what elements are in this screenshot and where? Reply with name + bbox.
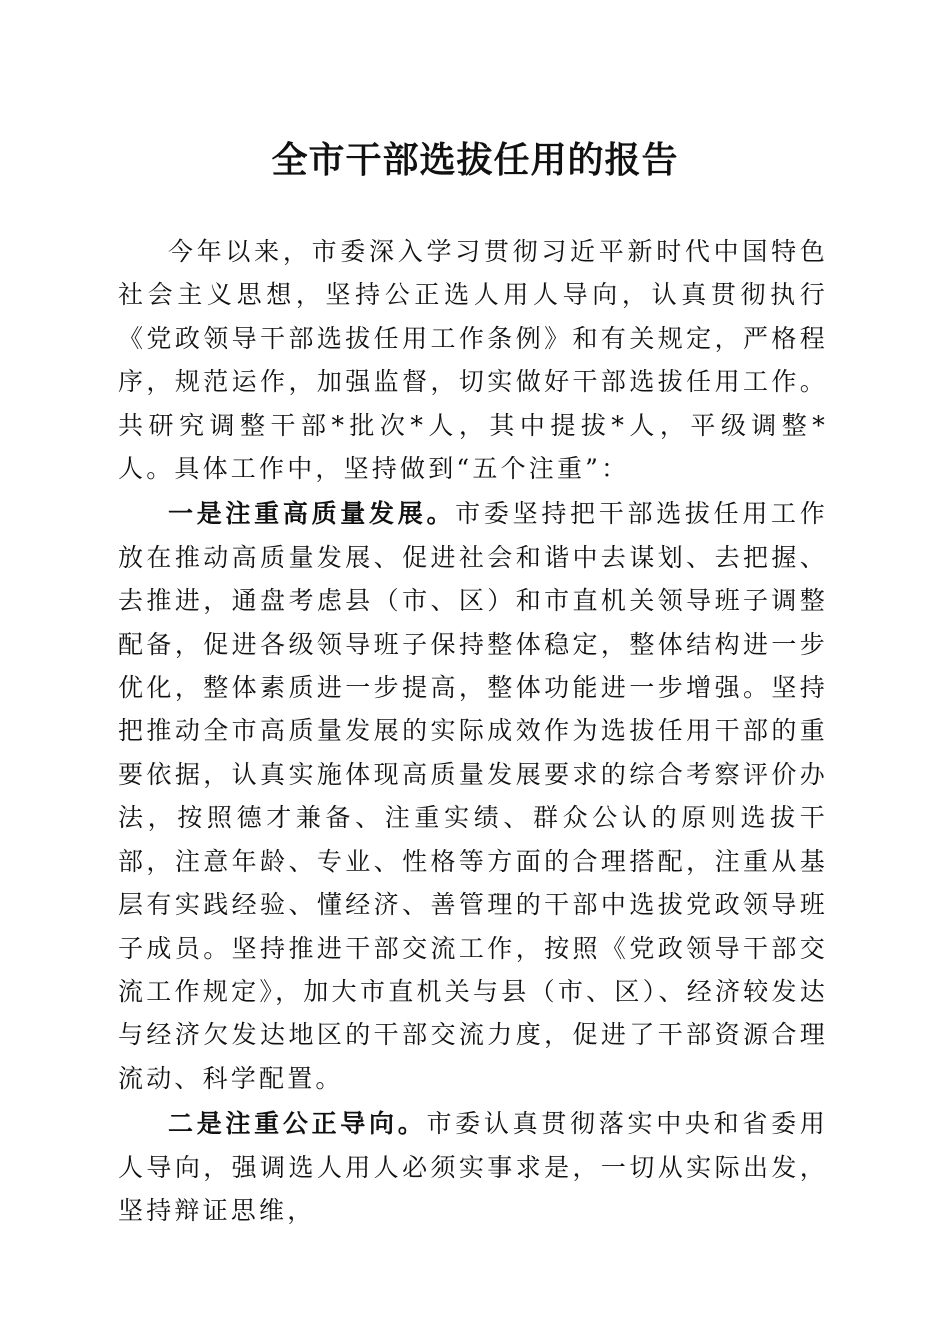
- paragraph-intro: [118, 230, 828, 490]
- paragraph-text: 市委坚持把干部选拔任用工作放在推动高质量发展、促进社会和谐中去谋划、去把握、去推进，通盘考虑县（市、区）和市直机关领导班子调整配备，促进各级领导班子保持整体稳定，整体结构进一步优化，整体素质进一步提高，整体功能进一步增强。坚持把推动全市高质量发展的实际成效作为选拔任用干部的重要依据，认真实施体现高质量发展要求的综合考察评价办法，按照德才兼备、注重实绩、群众公认的原则选拔干部，注意年龄、专业、性格等方面的合理搭配，注重从基层有实践经验、懂经济、善管理的干部中选拔党政领导班子成员。坚持推进干部交流工作，按照《党政领导干部交流工作规定》，加大市直机关与县（市、区）、经济较发达与经济欠发达地区的干部交流力度，促进了干部资源合理流动、科学配置。: [118, 499, 828, 1093]
- paragraph-point-1: [118, 492, 828, 1100]
- document-title: 全市干部选拔任用的报告: [271, 139, 679, 181]
- paragraph-point-2: [118, 1102, 828, 1232]
- document-body: [118, 230, 828, 1232]
- paragraph-text: 市委认真贯彻落实中央和省委用人导向，强调选人用人必须实事求是，一切从实际出发，坚持辩证思维，: [118, 1109, 828, 1225]
- paragraph-lead: 一是注重高质量发展。: [168, 499, 456, 529]
- paragraph-text: 今年以来，市委深入学习贯彻习近平新时代中国特色社会主义思想，坚持公正选人用人导向，认真贯彻执行《党政领导干部选拔任用工作条例》和有关规定，严格程序，规范运作，加强监督，切实做好干部选拔任用工作。共研究调整干部*批次*人，其中提拔*人，平级调整*人。具体工作中，坚持做到“五个注重”：: [118, 237, 828, 484]
- paragraph-lead: 二是注重公正导向。: [168, 1109, 427, 1139]
